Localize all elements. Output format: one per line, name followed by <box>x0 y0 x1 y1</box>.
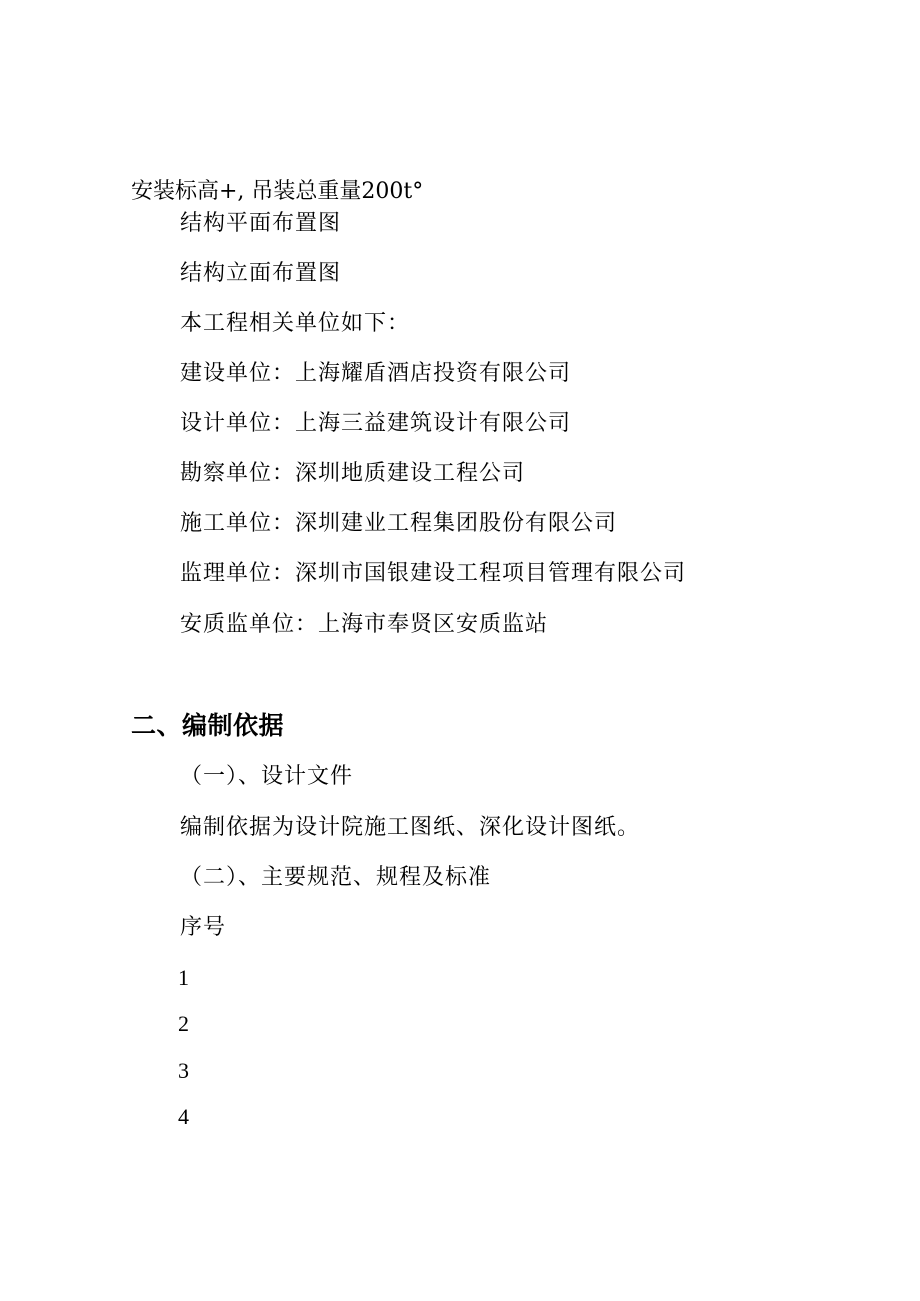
unit-surveyor: 勘察单位：深圳地质建设工程公司 <box>180 461 526 486</box>
table-row-index: 1 <box>178 965 189 990</box>
unit-safety-quality: 安质监单位：上海市奉贤区安质监站 <box>180 612 549 637</box>
unit-supervisor: 监理单位：深圳市国银建设工程项目管理有限公司 <box>180 561 687 586</box>
subsection-design-docs: （一）、设计文件 <box>180 764 354 789</box>
design-docs-text: 编制依据为设计院施工图纸、深化设计图纸。 <box>180 815 641 840</box>
unit-designer: 设计单位：上海三益建筑设计有限公司 <box>180 411 572 436</box>
elevation-figure-caption: 结构立面布置图 <box>180 261 342 286</box>
table-row-index: 3 <box>178 1058 189 1083</box>
units-intro: 本工程相关单位如下： <box>180 311 411 336</box>
plan-figure-caption: 结构平面布置图 <box>180 211 342 236</box>
install-elevation-line: 安装标高+, 吊装总重量200t° <box>131 179 424 204</box>
table-row-index: 2 <box>178 1011 189 1036</box>
table-header-index: 序号 <box>180 915 227 940</box>
subsection-standards: （二）、主要规范、规程及标准 <box>180 865 492 890</box>
unit-construction-owner: 建设单位：上海耀盾酒店投资有限公司 <box>180 361 572 386</box>
section-heading-basis: 二、编制依据 <box>131 711 285 740</box>
unit-contractor: 施工单位：深圳建业工程集团股份有限公司 <box>180 511 618 536</box>
table-row-index: 4 <box>178 1104 189 1129</box>
